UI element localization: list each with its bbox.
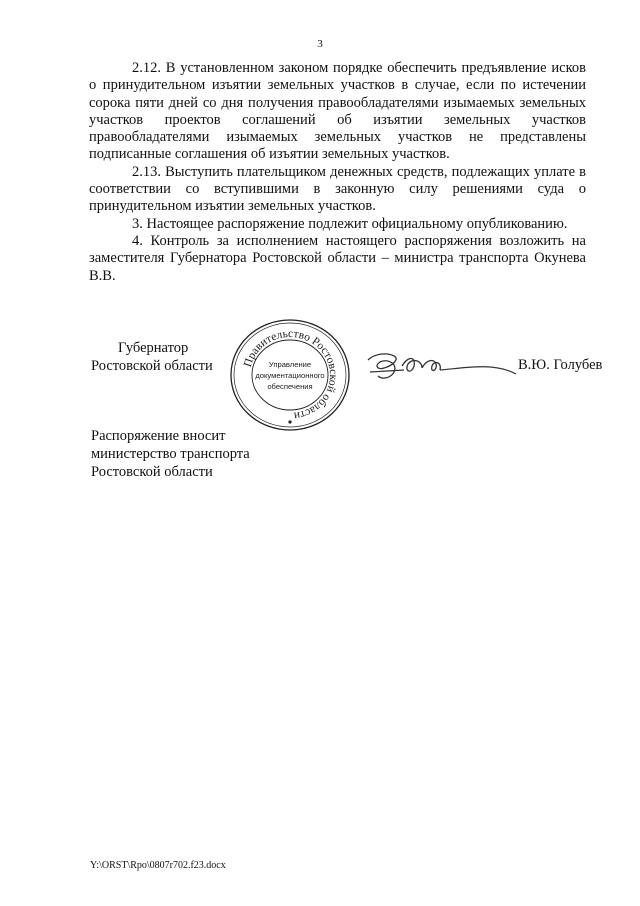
page-number: 3 (317, 38, 323, 50)
submitter-line3: Ростовской области (91, 464, 213, 480)
paragraph-3: 3. Настоящее распоряжение подлежит официальному опубликованию. (132, 215, 568, 232)
submitter-line2: министерство транспорта (91, 446, 250, 462)
seal-center-line2: документационного (255, 371, 325, 380)
signatory-title-line2: Ростовской области (91, 358, 213, 374)
signatory-title-line1: Губернатор (118, 340, 189, 356)
handwritten-signature (364, 346, 524, 386)
seal-ring-text: Правительство Ростовской области (241, 327, 340, 422)
seal-center-line1: Управление (268, 360, 312, 369)
official-seal (229, 318, 351, 432)
signatory-name: В.Ю. Голубев (518, 357, 603, 373)
paragraph-2-13: 2.13. Выступить плательщиком денежных средств, подлежащих уплате в соответствии со вступившими в законную силу решениями суда о принудительном изъятии земельных участков. (89, 163, 586, 215)
paragraph-2-12: 2.12. В установленном законом порядке обеспечить предъявление исков о принудительном изъятии земельных участков в случае, если по истечении сорока пяти дней со дня получения правообладателями изымаемых земельных участков проектов соглашений об изъятии земельных участков правообладателями изымаемых земельных участков не представлены подписанные соглашения об изъятии земельных участков. (89, 60, 586, 163)
submitter-block (91, 427, 250, 481)
signatory-title (91, 339, 213, 375)
paragraph-4: 4. Контроль за исполнением настоящего распоряжения возложить на заместителя Губернатора Ростовской области – министра транспорта Окунева В.В. (89, 232, 586, 284)
file-path-footer: Y:\ORST\Rpo\0807r702.f23.docx (90, 860, 226, 871)
document-body (89, 60, 586, 285)
seal-center-line3: обеспечения (267, 382, 313, 391)
submitter-line1: Распоряжение вносит (91, 428, 226, 444)
